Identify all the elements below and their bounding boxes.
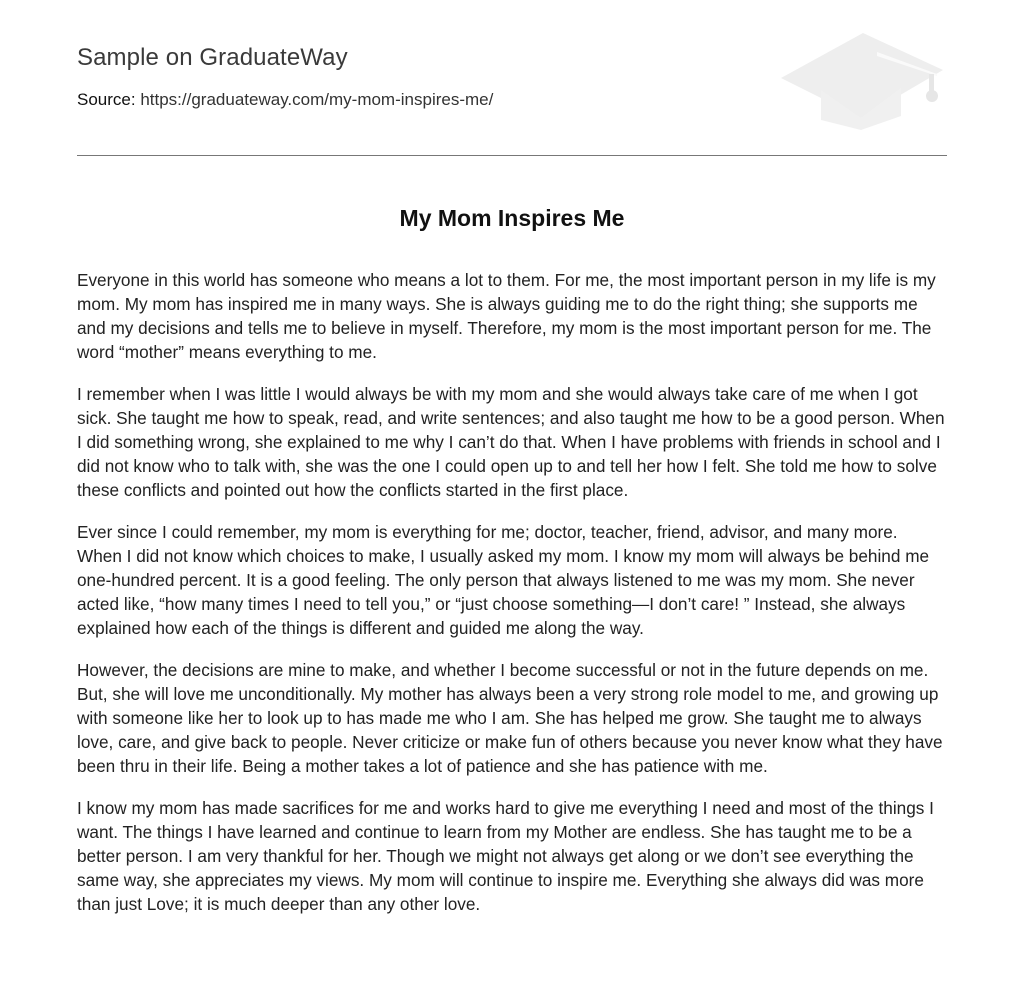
paragraph: Ever since I could remember, my mom is everything for me; doctor, teacher, friend, advisor, and many more. When I did not know which choices to make, I usually asked my mom. I know my mom will always be behind me one-hundred percent. It is a good feeling. The only person that always listened to me was my mom. She never acted like, “how many times I need to tell you,” or “just choose something—I don’t care! ” Instead, she always explained how each of the things is different and guided me along the way. [77, 522, 930, 638]
paragraph: I remember when I was little I would always be with my mom and she would always take care of me when I got sick. She taught me how to speak, read, and write sentences; and also taught me how to be a good person. When I did something wrong, she explained to me why I can’t do that. When I have problems with friends in school and I did not know who to talk with, she was the one I could open up to and tell her how I felt. She told me how to solve these conflicts and pointed out how the conflicts started in the first place. [77, 384, 945, 500]
source-label: Source: [77, 90, 136, 109]
source-line [77, 90, 493, 110]
document-title: My Mom Inspires Me [399, 205, 625, 231]
source-link[interactable]: https://graduateway.com/my-mom-inspires-me/ [140, 90, 494, 109]
essay-body [77, 268, 947, 934]
header-divider [77, 155, 947, 156]
graduation-cap-icon [777, 30, 947, 134]
paragraph: However, the decisions are mine to make, and whether I become successful or not in the future depends on me. But, she will love me unconditionally. My mother has always been a very strong role model to me, and growing up with someone like her to look up to has made me who I am. She has helped me grow. She taught me to always love, care, and give back to people. Never criticize or make fun of others because you never know what they have been thru in their life. Being a mother takes a lot of patience and she has patience with me. [77, 660, 943, 776]
paragraph: I know my mom has made sacrifices for me and works hard to give me everything I need and most of the things I want. The things I have learned and continue to learn from my Mother are endless. She has taught me to be a better person. I am very thankful for her. Though we might not always get along or we don’t see everything the same way, she appreciates my views. My mom will continue to inspire me. Everything she always did was more than just Love; it is much deeper than any other love. [77, 798, 934, 914]
site-title: Sample on GraduateWay [77, 44, 348, 71]
paragraph: Everyone in this world has someone who means a lot to them. For me, the most important person in my life is my mom. My mom has inspired me in many ways. She is always guiding me to do the right thing; she supports me and my decisions and tells me to believe in myself. Therefore, my mom is the most important person for me. The word “mother” means everything to me. [77, 270, 936, 362]
page-header [77, 0, 947, 156]
